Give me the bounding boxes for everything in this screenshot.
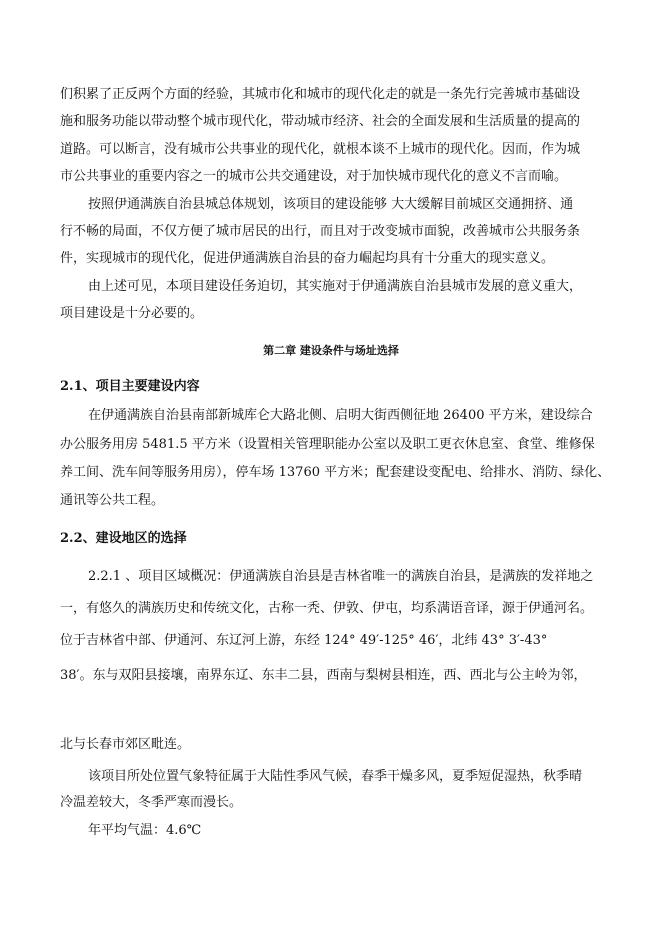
annual-average-temperature: 年平均气温：4.6℃ [88, 823, 202, 838]
paragraph-1-line-3: 道路。可以断言，没有城市公共事业的现代化，就根本谈不上城市的现代化。因而，作为城 [60, 142, 581, 157]
climate-line-2: 冷温差较大，冬季严寒而漫长。 [60, 795, 243, 810]
paragraph-3-line-1: 由上述可见，本项目建设任务迫切，其实施对于伊通满族自治县城市发展的意义重大， [88, 279, 583, 294]
section-2-2-line-3: 位于吉林省中部、伊通河、东辽河上游，东经 124° 49′-125° 46′，北纬 43° 3′-43° [60, 633, 548, 648]
section-2-2-line-4: 38′。东与双阳县接壤，南界东辽、东丰二县，西南与梨树县相连，西、西北与公主岭为邻， [60, 668, 587, 683]
section-2-1-line-1: 在伊通满族自治县南部新城库仑大路北侧、启明大街西侧征地 26400 平方米，建设综合 [88, 408, 593, 423]
paragraph-1-line-4: 市公共事业的重要内容之一的城市公共交通建设，对于加快城市现代化的意义不言而喻。 [60, 169, 568, 184]
section-2-1-line-4: 通讯等公共工程。 [60, 493, 165, 508]
section-2-2-line-5: 北与长春市郊区毗连。 [60, 737, 191, 752]
paragraph-2-line-3: 件，实现城市的现代化，促进伊通满族自治县的奋力崛起均具有十分重大的现实意义。 [60, 251, 555, 266]
chapter-heading: 第二章 建设条件与场址选择 [263, 344, 399, 357]
paragraph-2-line-1: 按照伊通满族自治县城总体规划，该项目的建设能够 大大缓解目前城区交通拥挤、通 [88, 197, 574, 212]
section-2-2-title: 2.2、建设地区的选择 [60, 531, 187, 546]
paragraph-2-line-2: 行不畅的局面，不仅方便了城市居民的出行，而且对于改变城市面貌，改善城市公共服务条 [60, 224, 581, 239]
section-2-2-line-1: 2.2.1 、项目区域概况：伊通满族自治县是吉林省唯一的满族自治县，是满族的发祥地之 [88, 569, 594, 584]
section-2-1-line-2: 办公服务用房 5481.5 平方米（设置相关管理职能办公室以及职工更衣休息室、食堂、维修保 [60, 437, 595, 452]
paragraph-1-line-1: 们积累了正反两个方面的经验，其城市化和城市的现代化走的就是一条先行完善城市基础设 [60, 87, 581, 102]
section-2-1-title: 2.1、项目主要建设内容 [60, 379, 200, 394]
climate-line-1: 该项目所处位置气象特征属于大陆性季风气候，春季干燥多风，夏季短促湿热，秋季晴 [88, 769, 583, 784]
paragraph-1-line-2: 施和服务功能以带动整个城市现代化，带动城市经济、社会的全面发展和生活质量的提高的 [60, 114, 581, 129]
paragraph-3-line-2: 项目建设是十分必要的。 [60, 306, 204, 321]
section-2-2-line-2: 一，有悠久的满族历史和传统文化，古称一秃、伊敦、伊屯，均系满语音译，源于伊通河名。 [60, 601, 594, 616]
section-2-1-line-3: 养工间、洗车间等服务用房），停车场 13760 平方米；配套建设变配电、给排水、消防、绿化、 [60, 465, 611, 480]
